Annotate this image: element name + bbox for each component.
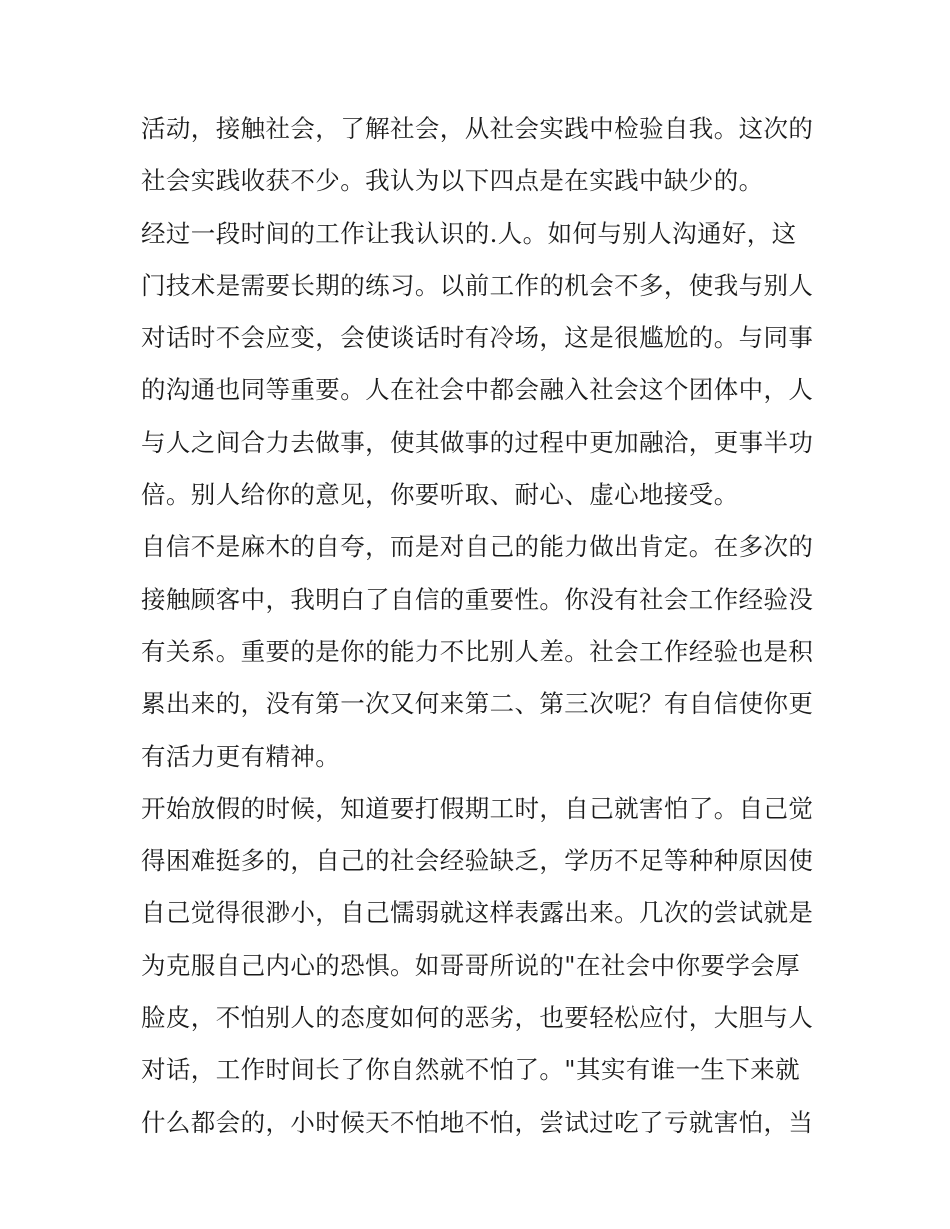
- text-line: 得困难挺多的，自己的社会经验缺乏，学历不足等种种原因使: [141, 846, 814, 876]
- text-line: 有关系。重要的是你的能力不比别人差。社会工作经验也是积: [141, 636, 814, 666]
- text-line: 与人之间合力去做事，使其做事的过程中更加融洽，更事半功: [141, 427, 814, 457]
- text-line: 对话时不会应变，会使谈话时有冷场，这是很尴尬的。与同事: [141, 323, 814, 353]
- text-line: 倍。别人给你的意见，你要听取、耐心、虚心地接受。: [141, 480, 739, 510]
- text-line: 为克服自己内心的恐惧。如哥哥所说的"在社会中你要学会厚: [141, 950, 801, 980]
- text-line: 门技术是需要长期的练习。以前工作的机会不多，使我与别人: [141, 270, 814, 300]
- text-line: 自己觉得很渺小，自己懦弱就这样表露出来。几次的尝试就是: [141, 898, 814, 928]
- text-line: 自信不是麻木的自夸，而是对自己的能力做出肯定。在多次的: [141, 532, 814, 562]
- text-line: 累出来的，没有第一次又何来第二、第三次呢？有自信使你更: [141, 689, 814, 719]
- text-line: 社会实践收获不少。我认为以下四点是在实践中缺少的。: [141, 166, 764, 196]
- text-line: 接触顾客中，我明白了自信的重要性。你没有社会工作经验没: [141, 584, 814, 614]
- text-line: 对话，工作时间长了你自然就不怕了。"其实有谁一生下来就: [141, 1055, 801, 1085]
- text-line: 活动，接触社会，了解社会，从社会实践中检验自我。这次的: [141, 114, 814, 143]
- text-line: 的沟通也同等重要。人在社会中都会融入社会这个团体中，人: [141, 375, 814, 405]
- text-line: 经过一段时间的工作让我认识的.人。如何与别人沟通好，这: [141, 218, 797, 248]
- text-line: 脸皮，不怕别人的态度如何的恶劣，也要轻松应付，大胆与人: [141, 1003, 814, 1033]
- text-line: 有活力更有精神。: [141, 741, 341, 771]
- body-text: [141, 103, 821, 1149]
- text-line: 什么都会的，小时候天不怕地不怕，尝试过吃了亏就害怕，当: [141, 1107, 814, 1137]
- text-line: 开始放假的时候，知道要打假期工时，自己就害怕了。自己觉: [141, 793, 814, 823]
